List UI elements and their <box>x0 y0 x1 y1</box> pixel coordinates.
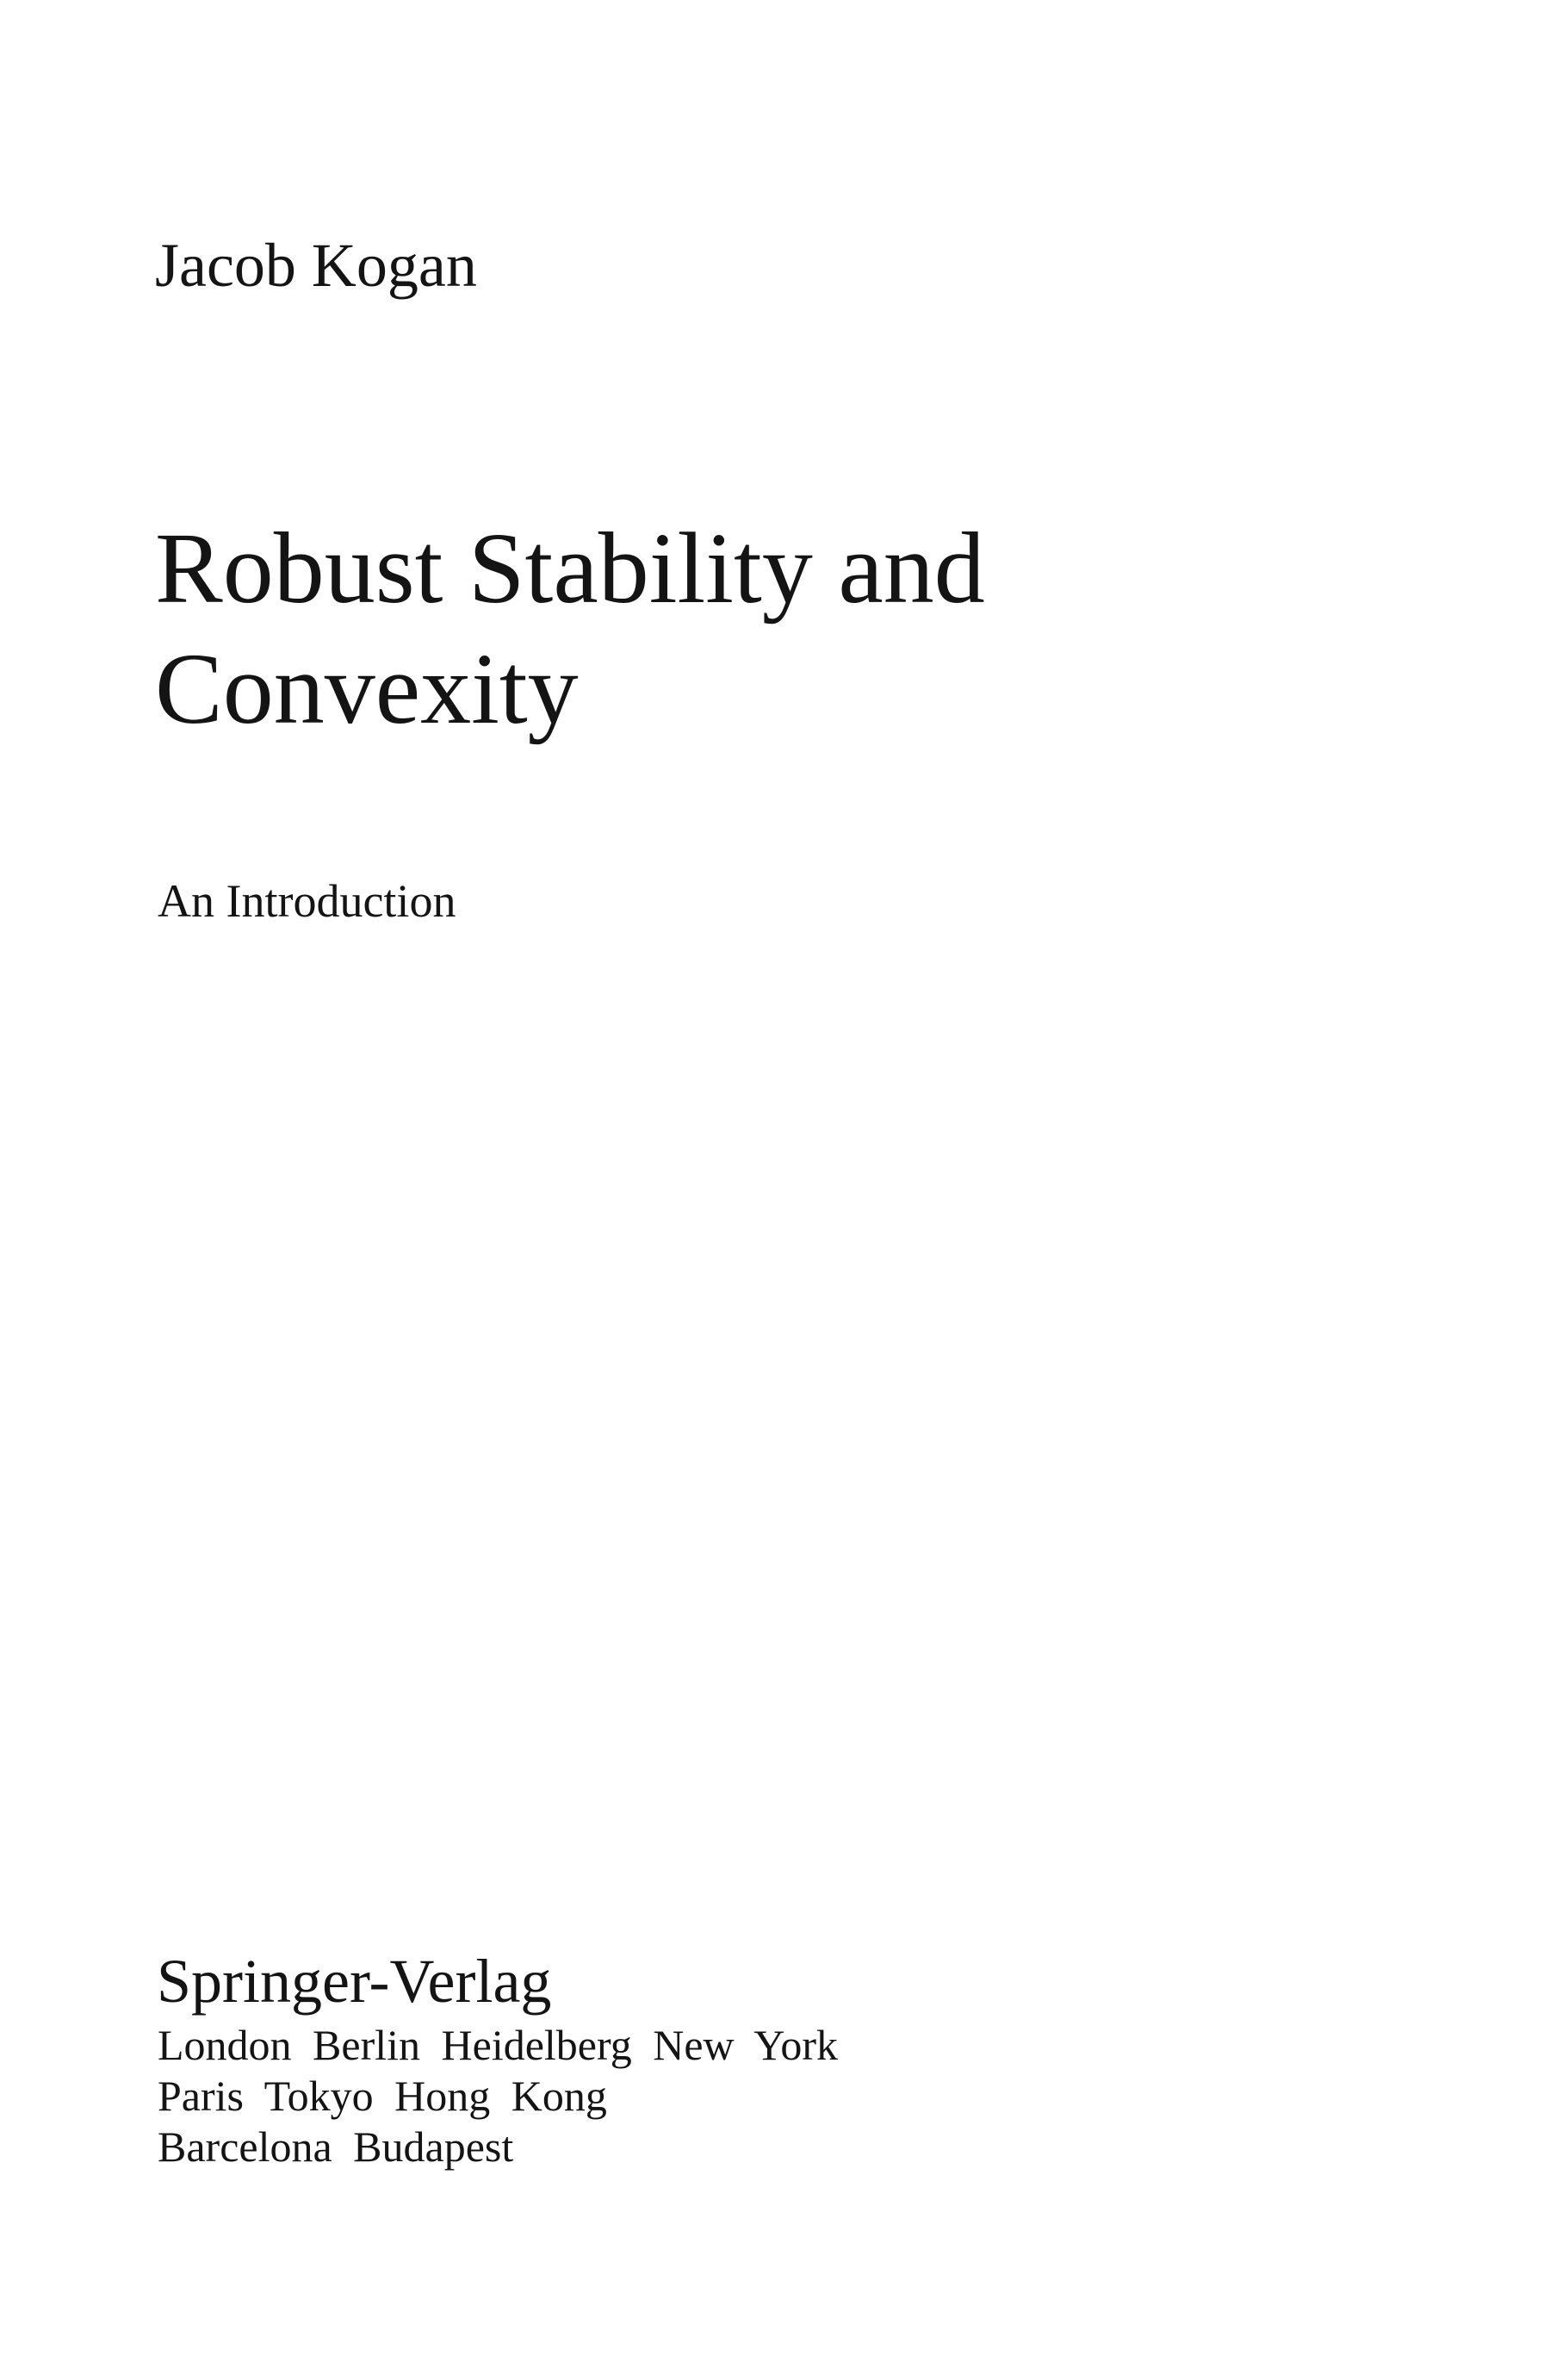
publisher-cities <box>158 2020 838 2172</box>
author-name: Jacob Kogan <box>155 231 477 300</box>
publisher-cities-line-3: Barcelona Budapest <box>158 2122 514 2171</box>
book-title <box>155 508 985 749</box>
book-subtitle: An Introduction <box>158 875 456 927</box>
publisher-cities-line-1: London Berlin Heidelberg New York <box>158 2021 839 2069</box>
book-title-line-2: Convexity <box>155 632 579 745</box>
publisher-name: Springer-Verlag <box>157 1947 552 2016</box>
book-title-line-1: Robust Stability and <box>155 512 985 625</box>
publisher-cities-line-2: Paris Tokyo Hong Kong <box>158 2072 607 2120</box>
